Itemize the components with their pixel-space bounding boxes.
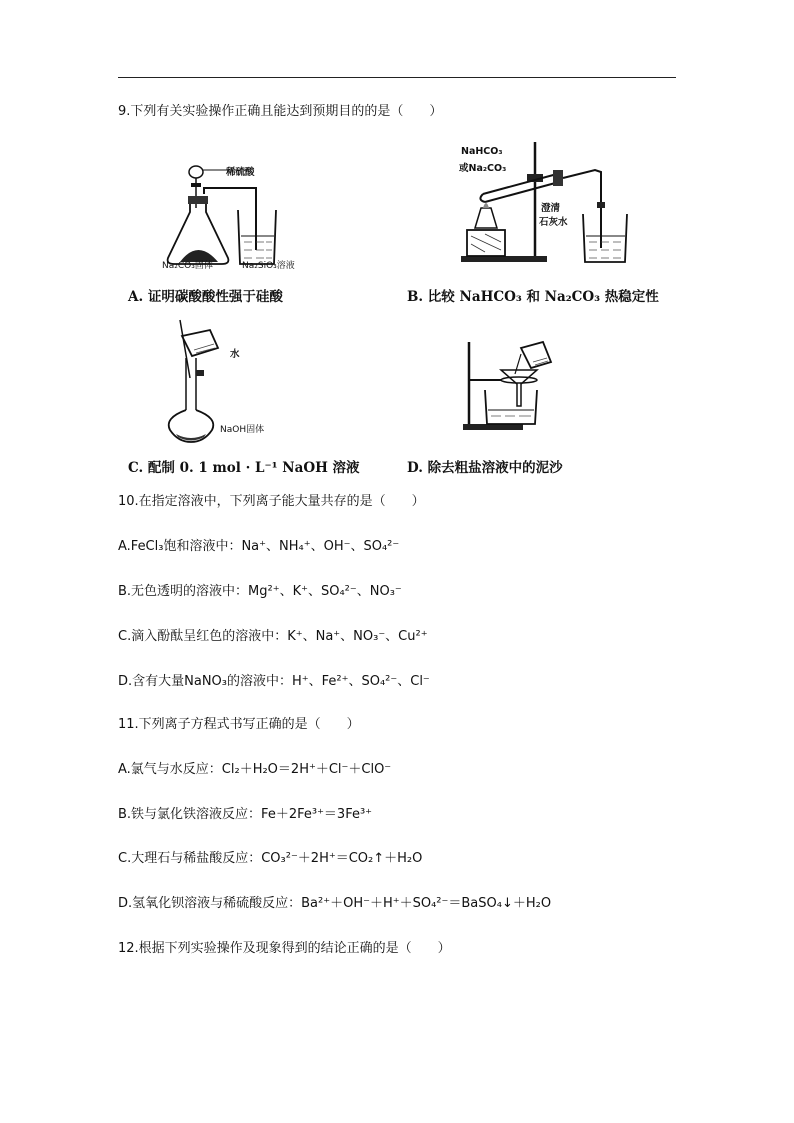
acid-label: 稀硫酸: [226, 167, 255, 178]
q11-option-b: B.铁与氯化铁溶液反应：Fe＋2Fe³⁺＝3Fe³⁺: [118, 807, 373, 822]
salt-label-1: NaHCO₃: [461, 146, 503, 157]
figure-a: [160, 150, 330, 275]
q11-option-d: D.氢氧化钡溶液与稀硫酸反应：Ba²⁺＋OH⁻＋H⁺＋SO₄²⁻＝BaSO₄↓＋H₂O: [118, 896, 552, 911]
q11-option-c: C.大理石与稀盐酸反应：CO₃²⁻＋2H⁺＝CO₂↑＋H₂O: [118, 851, 423, 866]
solid-label: Na₂CO₃固体: [162, 261, 213, 271]
water-label: 水: [230, 349, 240, 360]
q11-option-a: A.氯气与水反应：Cl₂＋H₂O＝2H⁺＋Cl⁻＋ClO⁻: [118, 762, 392, 777]
figure-d-caption: D. 除去粗盐溶液中的泥沙: [407, 460, 563, 476]
figure-c-caption: C. 配制 0. 1 mol · L⁻¹ NaOH 溶液: [128, 460, 360, 476]
q10-option-c: C.滴入酚酞呈红色的溶液中：K⁺、Na⁺、NO₃⁻、Cu²⁺: [118, 629, 428, 644]
header-rule: [118, 77, 676, 78]
q10-option-a: A.FeCl₃饱和溶液中：Na⁺、NH₄⁺、OH⁻、SO₄²⁻: [118, 539, 400, 554]
figure-b-caption: B. 比较 NaHCO₃ 和 Na₂CO₃ 热稳定性: [407, 289, 659, 305]
solution-label: Na₂SiO₃溶液: [242, 261, 295, 271]
naoh-label: NaOH固体: [220, 425, 265, 435]
q9-stem: 9.下列有关实验操作正确且能达到预期目的的是（ ）: [118, 104, 443, 119]
q11-stem: 11.下列离子方程式书写正确的是（ ）: [118, 717, 360, 732]
limewater-label-1: 澄清: [541, 203, 561, 214]
salt-label-2: 或Na₂CO₃: [459, 163, 507, 174]
limewater-label-2: 石灰水: [539, 217, 568, 228]
figure-d-apparatus: [455, 340, 565, 435]
q10-option-d: D.含有大量NaNO₃的溶液中：H⁺、Fe²⁺、SO₄²⁻、Cl⁻: [118, 674, 430, 689]
q10-option-b: B.无色透明的溶液中：Mg²⁺、K⁺、SO₄²⁻、NO₃⁻: [118, 584, 402, 599]
figure-b: [455, 138, 635, 268]
q12-stem: 12.根据下列实验操作及现象得到的结论正确的是（ ）: [118, 941, 451, 956]
q10-stem: 10.在指定溶液中，下列离子能大量共存的是（ ）: [118, 494, 425, 509]
figure-d: [455, 340, 565, 435]
figure-a-caption: A. 证明碳酸酸性强于硅酸: [128, 289, 283, 305]
figure-c: [160, 318, 290, 443]
